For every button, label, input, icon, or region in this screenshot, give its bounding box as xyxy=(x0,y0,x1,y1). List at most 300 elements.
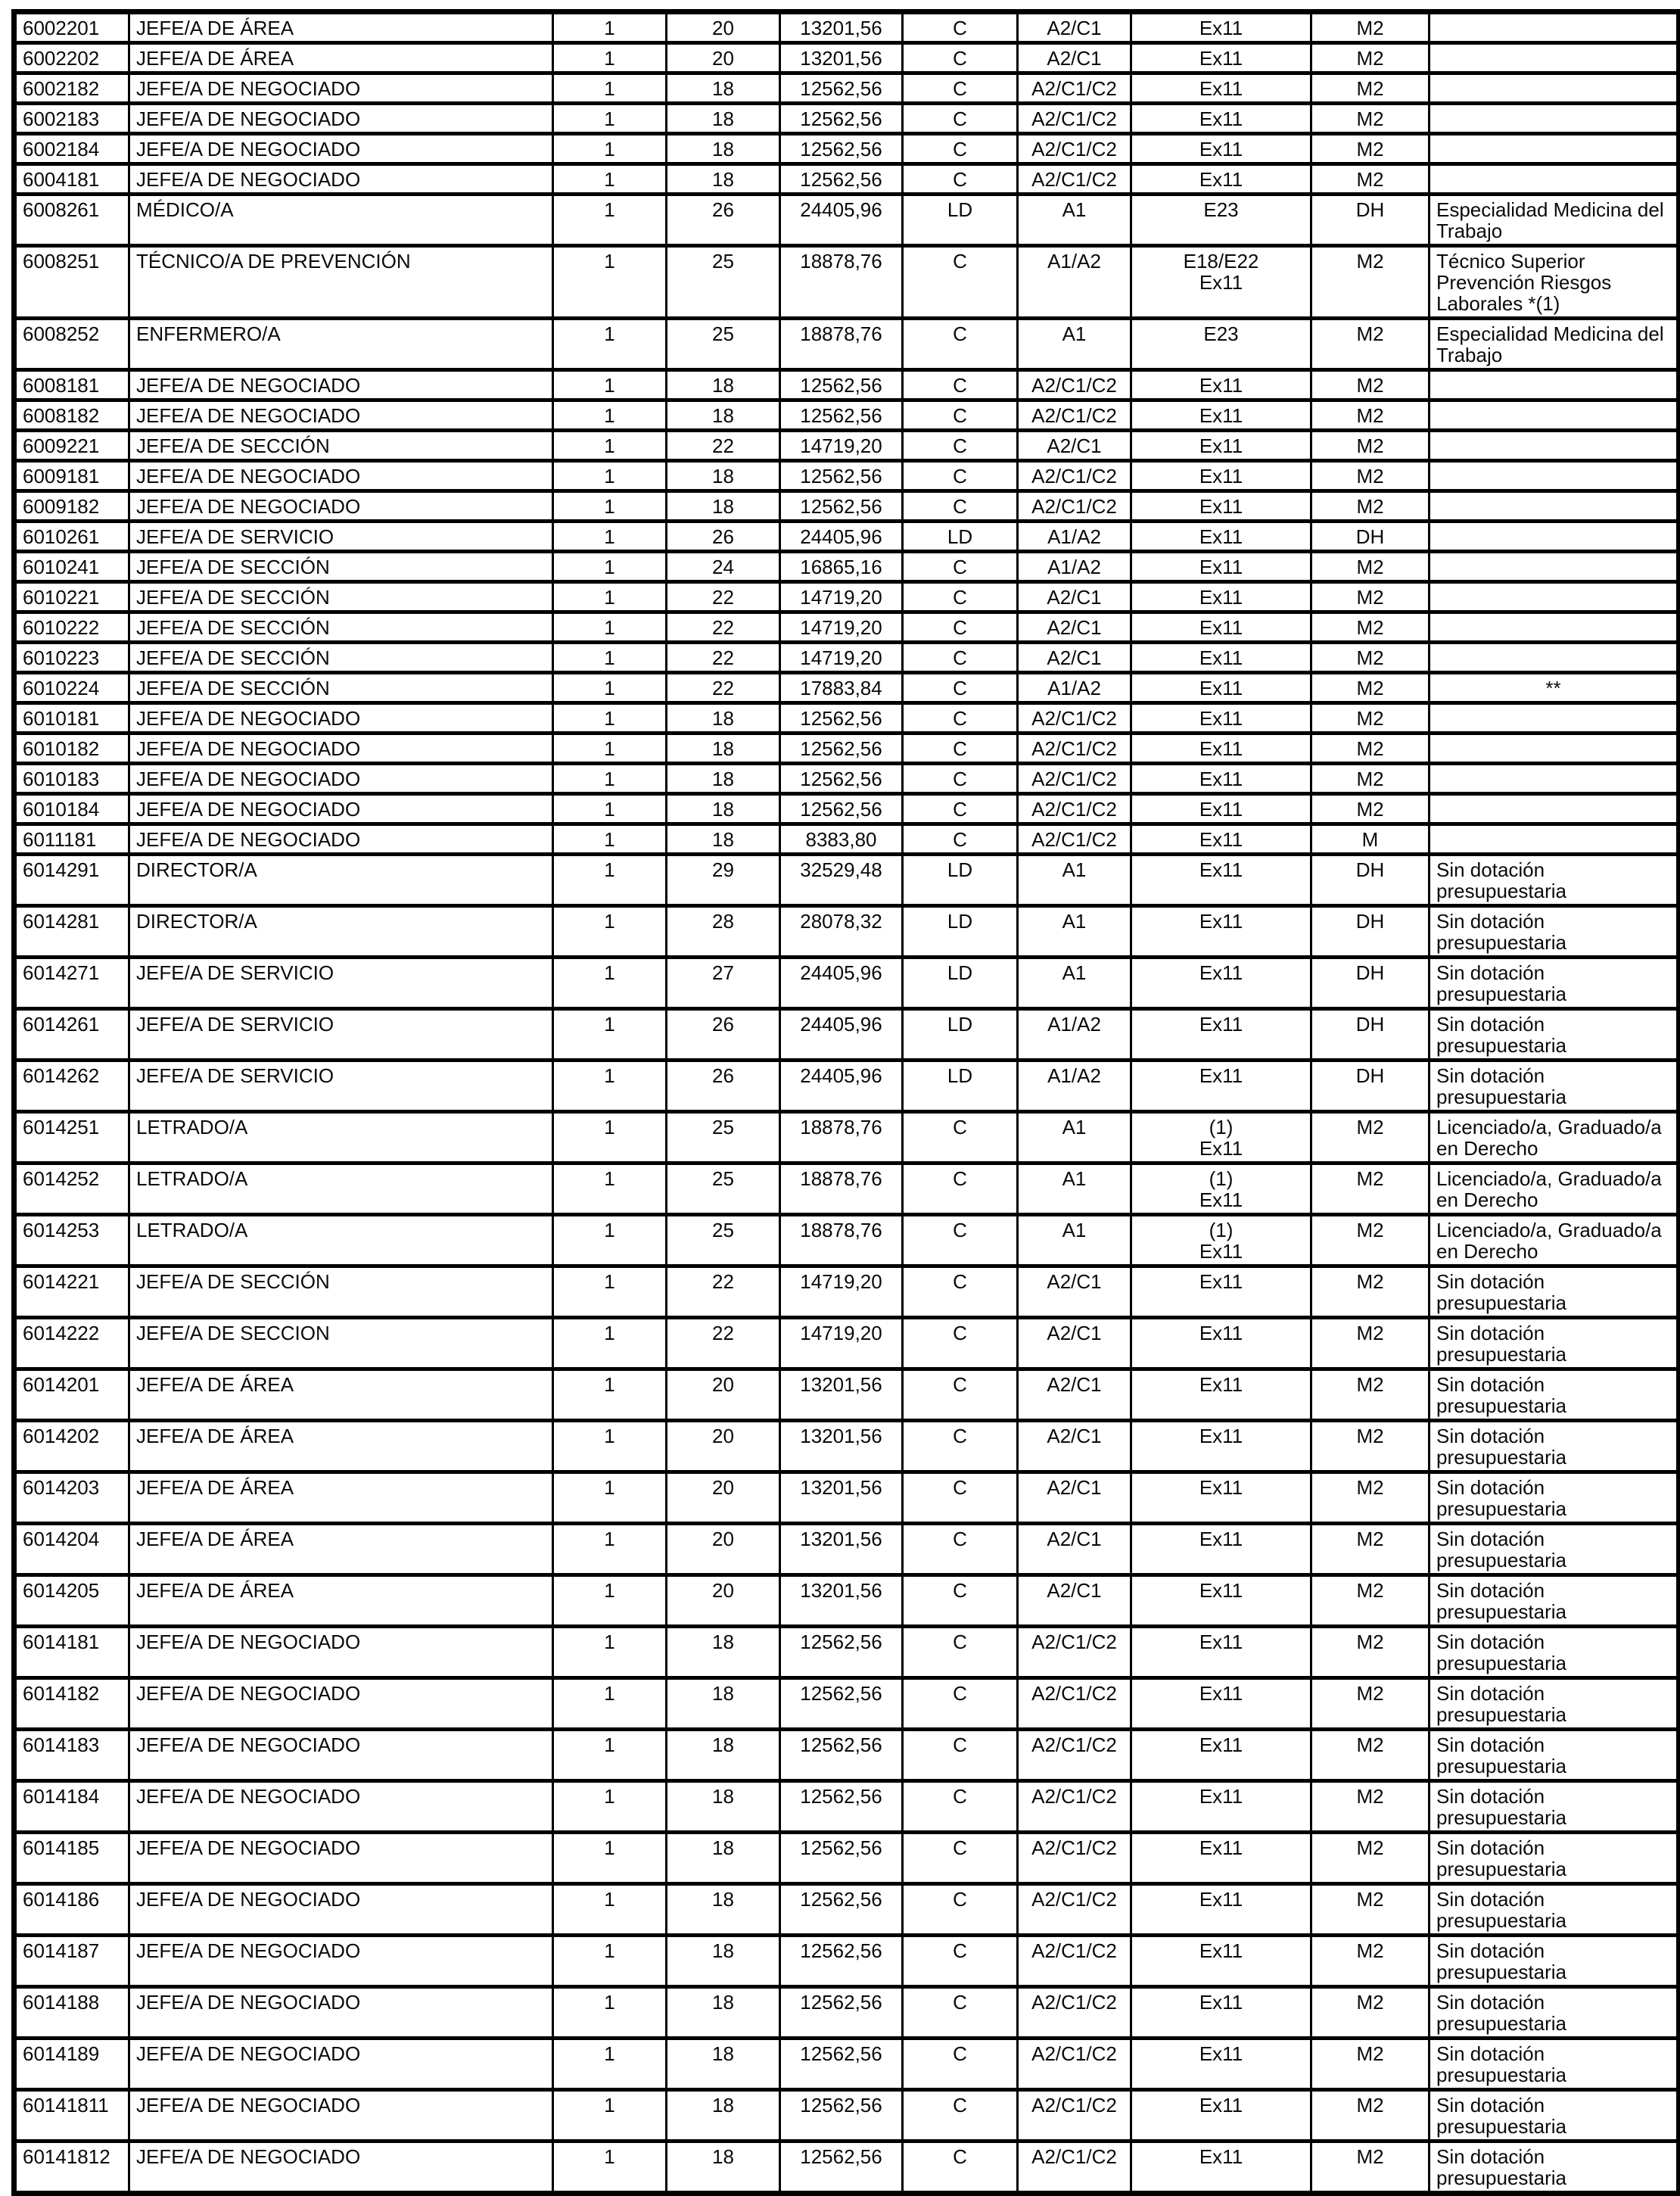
cell-group: A1/A2 xyxy=(1018,673,1131,703)
cell-title: JEFE/A DE ÁREA xyxy=(129,43,553,73)
cell-level: 25 xyxy=(667,1112,780,1163)
cell-scale: Ex11 xyxy=(1131,1936,1311,1987)
cell-group: A2/C1/C2 xyxy=(1018,1678,1131,1730)
cell-group: A2/C1/C2 xyxy=(1018,1987,1131,2039)
cell-obs: Especialidad Medicina del Trabajo xyxy=(1430,195,1679,246)
cell-title: JEFE/A DE NEGOCIADO xyxy=(129,1627,553,1678)
cell-schedule: M2 xyxy=(1311,1318,1430,1369)
cell-group: A2/C1/C2 xyxy=(1018,1627,1131,1678)
cell-code: 6010222 xyxy=(14,612,129,643)
cell-salary: 12562,56 xyxy=(780,2141,903,2194)
table-row xyxy=(14,12,1679,43)
cell-scale: Ex11 xyxy=(1131,164,1311,195)
cell-code: 6014182 xyxy=(14,1678,129,1730)
cell-code: 6014252 xyxy=(14,1163,129,1215)
cell-salary: 18878,76 xyxy=(780,246,903,319)
cell-group: A2/C1 xyxy=(1018,643,1131,673)
table-row xyxy=(14,703,1679,734)
cell-schedule: M2 xyxy=(1311,73,1430,104)
cell-title: JEFE/A DE NEGOCIADO xyxy=(129,2141,553,2194)
cell-obs xyxy=(1430,552,1679,582)
cell-group: A2/C1 xyxy=(1018,43,1131,73)
cell-level: 18 xyxy=(667,491,780,522)
cell-salary: 18878,76 xyxy=(780,1163,903,1215)
cell-provision: C xyxy=(903,134,1018,164)
cell-code: 6008252 xyxy=(14,319,129,370)
cell-count: 1 xyxy=(553,643,667,673)
cell-group: A1 xyxy=(1018,1215,1131,1266)
cell-provision: C xyxy=(903,1936,1018,1987)
cell-count: 1 xyxy=(553,794,667,824)
cell-count: 1 xyxy=(553,1009,667,1061)
cell-scale: Ex11 xyxy=(1131,522,1311,552)
cell-group: A1 xyxy=(1018,906,1131,958)
cell-provision: LD xyxy=(903,1061,1018,1112)
cell-obs: Sin dotación presupuestaria xyxy=(1430,1781,1679,1833)
cell-count: 1 xyxy=(553,104,667,134)
cell-provision: C xyxy=(903,164,1018,195)
cell-obs: ** xyxy=(1430,673,1679,703)
cell-scale: Ex11 xyxy=(1131,643,1311,673)
cell-code: 6014186 xyxy=(14,1884,129,1936)
cell-group: A2/C1/C2 xyxy=(1018,1884,1131,1936)
cell-obs xyxy=(1430,734,1679,764)
cell-schedule: DH xyxy=(1311,1009,1430,1061)
cell-title: JEFE/A DE NEGOCIADO xyxy=(129,794,553,824)
cell-provision: C xyxy=(903,1833,1018,1884)
cell-obs xyxy=(1430,400,1679,431)
cell-group: A1 xyxy=(1018,1112,1131,1163)
cell-title: JEFE/A DE NEGOCIADO xyxy=(129,370,553,400)
cell-title: JEFE/A DE SECCIÓN xyxy=(129,643,553,673)
cell-title: JEFE/A DE NEGOCIADO xyxy=(129,164,553,195)
cell-schedule: M2 xyxy=(1311,673,1430,703)
table-row xyxy=(14,673,1679,703)
cell-code: 6010183 xyxy=(14,764,129,794)
cell-obs: Sin dotación presupuestaria xyxy=(1430,1627,1679,1678)
cell-schedule: M2 xyxy=(1311,1781,1430,1833)
cell-level: 26 xyxy=(667,522,780,552)
cell-scale: Ex11 xyxy=(1131,1266,1311,1318)
cell-count: 1 xyxy=(553,1112,667,1163)
cell-group: A2/C1/C2 xyxy=(1018,461,1131,491)
cell-code: 6014184 xyxy=(14,1781,129,1833)
cell-count: 1 xyxy=(553,2141,667,2194)
cell-salary: 17883,84 xyxy=(780,673,903,703)
cell-code: 6010241 xyxy=(14,552,129,582)
cell-provision: C xyxy=(903,1163,1018,1215)
cell-obs: Licenciado/a, Graduado/a en Derecho xyxy=(1430,1215,1679,1266)
cell-salary: 16865,16 xyxy=(780,552,903,582)
cell-title: JEFE/A DE ÁREA xyxy=(129,1472,553,1524)
table-row xyxy=(14,612,1679,643)
cell-code: 6010223 xyxy=(14,643,129,673)
cell-provision: C xyxy=(903,491,1018,522)
cell-schedule: M2 xyxy=(1311,1369,1430,1421)
cell-provision: C xyxy=(903,370,1018,400)
table-row xyxy=(14,319,1679,370)
cell-count: 1 xyxy=(553,703,667,734)
cell-obs: Sin dotación presupuestaria xyxy=(1430,1266,1679,1318)
table-row xyxy=(14,764,1679,794)
cell-schedule: M2 xyxy=(1311,1987,1430,2039)
cell-provision: LD xyxy=(903,855,1018,906)
cell-provision: C xyxy=(903,1369,1018,1421)
cell-title: LETRADO/A xyxy=(129,1163,553,1215)
cell-schedule: M2 xyxy=(1311,1163,1430,1215)
cell-obs: Sin dotación presupuestaria xyxy=(1430,1061,1679,1112)
table-row xyxy=(14,246,1679,319)
cell-title: JEFE/A DE SERVICIO xyxy=(129,1009,553,1061)
cell-code: 6014251 xyxy=(14,1112,129,1163)
cell-level: 18 xyxy=(667,370,780,400)
table-row xyxy=(14,491,1679,522)
cell-count: 1 xyxy=(553,522,667,552)
cell-scale: Ex11 xyxy=(1131,1369,1311,1421)
cell-group: A2/C1 xyxy=(1018,582,1131,612)
cell-count: 1 xyxy=(553,1472,667,1524)
cell-code: 6009182 xyxy=(14,491,129,522)
cell-title: JEFE/A DE NEGOCIADO xyxy=(129,2090,553,2141)
cell-count: 1 xyxy=(553,1369,667,1421)
table-row xyxy=(14,73,1679,104)
cell-count: 1 xyxy=(553,43,667,73)
cell-scale: Ex11 xyxy=(1131,1524,1311,1575)
rpt-table-body xyxy=(14,12,1679,2194)
cell-count: 1 xyxy=(553,673,667,703)
table-row xyxy=(14,906,1679,958)
cell-group: A2/C1/C2 xyxy=(1018,794,1131,824)
cell-code: 6014189 xyxy=(14,2039,129,2090)
cell-scale: (1) Ex11 xyxy=(1131,1215,1311,1266)
cell-group: A1 xyxy=(1018,319,1131,370)
cell-count: 1 xyxy=(553,1421,667,1472)
cell-scale: Ex11 xyxy=(1131,1061,1311,1112)
cell-salary: 12562,56 xyxy=(780,1987,903,2039)
cell-title: JEFE/A DE SECCION xyxy=(129,1318,553,1369)
cell-provision: C xyxy=(903,1575,1018,1627)
table-row xyxy=(14,1009,1679,1061)
cell-scale: Ex11 xyxy=(1131,1781,1311,1833)
table-row xyxy=(14,1781,1679,1833)
cell-provision: C xyxy=(903,1627,1018,1678)
cell-provision: C xyxy=(903,2090,1018,2141)
cell-salary: 12562,56 xyxy=(780,73,903,104)
cell-schedule: M2 xyxy=(1311,2141,1430,2194)
cell-group: A2/C1 xyxy=(1018,612,1131,643)
cell-provision: C xyxy=(903,1421,1018,1472)
cell-scale: Ex11 xyxy=(1131,794,1311,824)
cell-schedule: M2 xyxy=(1311,104,1430,134)
cell-salary: 12562,56 xyxy=(780,1627,903,1678)
cell-obs xyxy=(1430,43,1679,73)
cell-level: 20 xyxy=(667,1524,780,1575)
cell-group: A2/C1/C2 xyxy=(1018,164,1131,195)
cell-scale: Ex11 xyxy=(1131,73,1311,104)
table-row xyxy=(14,1112,1679,1163)
cell-provision: C xyxy=(903,2039,1018,2090)
cell-schedule: M2 xyxy=(1311,1421,1430,1472)
cell-title: LETRADO/A xyxy=(129,1112,553,1163)
cell-schedule: M2 xyxy=(1311,764,1430,794)
cell-title: LETRADO/A xyxy=(129,1215,553,1266)
cell-group: A2/C1 xyxy=(1018,1575,1131,1627)
cell-scale: Ex11 xyxy=(1131,104,1311,134)
cell-count: 1 xyxy=(553,246,667,319)
table-row xyxy=(14,824,1679,855)
cell-level: 18 xyxy=(667,824,780,855)
cell-code: 6008182 xyxy=(14,400,129,431)
cell-provision: C xyxy=(903,582,1018,612)
cell-code: 6014222 xyxy=(14,1318,129,1369)
table-row xyxy=(14,104,1679,134)
cell-title: JEFE/A DE ÁREA xyxy=(129,1524,553,1575)
cell-scale: Ex11 xyxy=(1131,552,1311,582)
cell-scale: Ex11 xyxy=(1131,1318,1311,1369)
cell-scale: Ex11 xyxy=(1131,134,1311,164)
cell-scale: E23 xyxy=(1131,319,1311,370)
cell-code: 6009181 xyxy=(14,461,129,491)
cell-group: A2/C1 xyxy=(1018,12,1131,43)
cell-level: 18 xyxy=(667,2039,780,2090)
cell-provision: C xyxy=(903,246,1018,319)
cell-scale: Ex11 xyxy=(1131,906,1311,958)
cell-group: A2/C1/C2 xyxy=(1018,491,1131,522)
cell-level: 22 xyxy=(667,673,780,703)
cell-count: 1 xyxy=(553,582,667,612)
cell-salary: 8383,80 xyxy=(780,824,903,855)
cell-scale: Ex11 xyxy=(1131,703,1311,734)
table-row xyxy=(14,734,1679,764)
cell-salary: 12562,56 xyxy=(780,1833,903,1884)
cell-count: 1 xyxy=(553,1318,667,1369)
cell-salary: 24405,96 xyxy=(780,1061,903,1112)
cell-obs xyxy=(1430,794,1679,824)
table-row xyxy=(14,1678,1679,1730)
cell-group: A1/A2 xyxy=(1018,246,1131,319)
cell-count: 1 xyxy=(553,164,667,195)
cell-group: A2/C1 xyxy=(1018,1369,1131,1421)
cell-schedule: M2 xyxy=(1311,1627,1430,1678)
table-row xyxy=(14,2039,1679,2090)
cell-level: 20 xyxy=(667,1421,780,1472)
table-row xyxy=(14,195,1679,246)
cell-level: 25 xyxy=(667,1215,780,1266)
cell-code: 6014181 xyxy=(14,1627,129,1678)
cell-schedule: M2 xyxy=(1311,246,1430,319)
cell-count: 1 xyxy=(553,134,667,164)
cell-provision: C xyxy=(903,43,1018,73)
cell-obs: Especialidad Medicina del Trabajo xyxy=(1430,319,1679,370)
cell-count: 1 xyxy=(553,764,667,794)
cell-count: 1 xyxy=(553,1730,667,1781)
cell-count: 1 xyxy=(553,1575,667,1627)
cell-title: JEFE/A DE NEGOCIADO xyxy=(129,1833,553,1884)
cell-title: JEFE/A DE NEGOCIADO xyxy=(129,1678,553,1730)
table-row xyxy=(14,2141,1679,2194)
cell-obs xyxy=(1430,12,1679,43)
cell-code: 6014281 xyxy=(14,906,129,958)
cell-group: A2/C1/C2 xyxy=(1018,764,1131,794)
cell-scale: Ex11 xyxy=(1131,958,1311,1009)
cell-schedule: M2 xyxy=(1311,400,1430,431)
table-row xyxy=(14,1627,1679,1678)
cell-count: 1 xyxy=(553,195,667,246)
cell-salary: 14719,20 xyxy=(780,643,903,673)
cell-scale: (1) Ex11 xyxy=(1131,1163,1311,1215)
cell-level: 25 xyxy=(667,246,780,319)
cell-provision: LD xyxy=(903,522,1018,552)
cell-provision: LD xyxy=(903,195,1018,246)
cell-code: 6014291 xyxy=(14,855,129,906)
cell-provision: C xyxy=(903,824,1018,855)
cell-salary: 24405,96 xyxy=(780,522,903,552)
cell-group: A2/C1/C2 xyxy=(1018,1936,1131,1987)
cell-level: 18 xyxy=(667,164,780,195)
cell-provision: C xyxy=(903,612,1018,643)
cell-schedule: M2 xyxy=(1311,491,1430,522)
cell-obs: Sin dotación presupuestaria xyxy=(1430,1884,1679,1936)
cell-code: 6010184 xyxy=(14,794,129,824)
cell-schedule: M2 xyxy=(1311,370,1430,400)
cell-provision: C xyxy=(903,1215,1018,1266)
table-row xyxy=(14,370,1679,400)
cell-obs xyxy=(1430,824,1679,855)
cell-provision: C xyxy=(903,1318,1018,1369)
cell-schedule: M2 xyxy=(1311,319,1430,370)
cell-obs xyxy=(1430,73,1679,104)
cell-group: A2/C1/C2 xyxy=(1018,2039,1131,2090)
cell-scale: (1) Ex11 xyxy=(1131,1112,1311,1163)
cell-salary: 12562,56 xyxy=(780,1730,903,1781)
cell-count: 1 xyxy=(553,431,667,461)
cell-level: 18 xyxy=(667,134,780,164)
cell-code: 6002201 xyxy=(14,12,129,43)
cell-scale: Ex11 xyxy=(1131,1833,1311,1884)
cell-provision: LD xyxy=(903,1009,1018,1061)
cell-count: 1 xyxy=(553,734,667,764)
cell-scale: Ex11 xyxy=(1131,400,1311,431)
cell-count: 1 xyxy=(553,552,667,582)
cell-count: 1 xyxy=(553,1627,667,1678)
rpt-table xyxy=(11,9,1680,2196)
cell-salary: 13201,56 xyxy=(780,1369,903,1421)
cell-code: 6002202 xyxy=(14,43,129,73)
cell-salary: 24405,96 xyxy=(780,195,903,246)
cell-level: 18 xyxy=(667,400,780,431)
cell-group: A1/A2 xyxy=(1018,1009,1131,1061)
cell-code: 6010261 xyxy=(14,522,129,552)
cell-scale: Ex11 xyxy=(1131,1472,1311,1524)
cell-schedule: DH xyxy=(1311,522,1430,552)
cell-salary: 12562,56 xyxy=(780,1781,903,1833)
cell-obs: Licenciado/a, Graduado/a en Derecho xyxy=(1430,1163,1679,1215)
cell-scale: Ex11 xyxy=(1131,370,1311,400)
cell-level: 18 xyxy=(667,73,780,104)
cell-title: JEFE/A DE ÁREA xyxy=(129,1575,553,1627)
cell-level: 22 xyxy=(667,643,780,673)
cell-level: 22 xyxy=(667,1318,780,1369)
cell-scale: Ex11 xyxy=(1131,2141,1311,2194)
cell-scale: Ex11 xyxy=(1131,2090,1311,2141)
cell-count: 1 xyxy=(553,1781,667,1833)
cell-provision: C xyxy=(903,104,1018,134)
cell-group: A2/C1/C2 xyxy=(1018,2090,1131,2141)
cell-salary: 12562,56 xyxy=(780,370,903,400)
cell-provision: C xyxy=(903,2141,1018,2194)
cell-schedule: M2 xyxy=(1311,1884,1430,1936)
cell-provision: C xyxy=(903,1112,1018,1163)
cell-count: 1 xyxy=(553,1884,667,1936)
cell-obs xyxy=(1430,764,1679,794)
cell-scale: Ex11 xyxy=(1131,1987,1311,2039)
cell-provision: C xyxy=(903,673,1018,703)
cell-count: 1 xyxy=(553,958,667,1009)
cell-schedule: DH xyxy=(1311,1061,1430,1112)
cell-obs: Sin dotación presupuestaria xyxy=(1430,1318,1679,1369)
cell-obs xyxy=(1430,582,1679,612)
cell-code: 6014262 xyxy=(14,1061,129,1112)
cell-obs: Sin dotación presupuestaria xyxy=(1430,906,1679,958)
cell-obs xyxy=(1430,643,1679,673)
cell-scale: Ex11 xyxy=(1131,734,1311,764)
cell-code: 6002184 xyxy=(14,134,129,164)
cell-count: 1 xyxy=(553,73,667,104)
cell-scale: Ex11 xyxy=(1131,582,1311,612)
cell-title: JEFE/A DE SECCIÓN xyxy=(129,431,553,461)
cell-salary: 12562,56 xyxy=(780,703,903,734)
cell-level: 18 xyxy=(667,1884,780,1936)
table-row xyxy=(14,643,1679,673)
cell-provision: C xyxy=(903,643,1018,673)
cell-scale: Ex11 xyxy=(1131,1009,1311,1061)
cell-level: 18 xyxy=(667,734,780,764)
cell-provision: C xyxy=(903,1266,1018,1318)
cell-salary: 12562,56 xyxy=(780,764,903,794)
cell-level: 26 xyxy=(667,195,780,246)
cell-obs: Sin dotación presupuestaria xyxy=(1430,1678,1679,1730)
cell-group: A2/C1/C2 xyxy=(1018,734,1131,764)
cell-group: A1 xyxy=(1018,855,1131,906)
table-row xyxy=(14,1575,1679,1627)
cell-group: A2/C1/C2 xyxy=(1018,400,1131,431)
table-row xyxy=(14,552,1679,582)
cell-title: JEFE/A DE NEGOCIADO xyxy=(129,134,553,164)
cell-group: A2/C1/C2 xyxy=(1018,134,1131,164)
cell-title: JEFE/A DE NEGOCIADO xyxy=(129,824,553,855)
cell-obs: Sin dotación presupuestaria xyxy=(1430,855,1679,906)
cell-obs: Sin dotación presupuestaria xyxy=(1430,1524,1679,1575)
cell-code: 6008261 xyxy=(14,195,129,246)
cell-title: JEFE/A DE ÁREA xyxy=(129,1421,553,1472)
cell-obs: Sin dotación presupuestaria xyxy=(1430,1936,1679,1987)
cell-scale: Ex11 xyxy=(1131,1421,1311,1472)
cell-obs xyxy=(1430,461,1679,491)
cell-level: 20 xyxy=(667,1369,780,1421)
cell-group: A1/A2 xyxy=(1018,522,1131,552)
cell-group: A2/C1/C2 xyxy=(1018,2141,1131,2194)
cell-code: 6014201 xyxy=(14,1369,129,1421)
cell-level: 18 xyxy=(667,703,780,734)
cell-salary: 32529,48 xyxy=(780,855,903,906)
cell-obs: Sin dotación presupuestaria xyxy=(1430,1009,1679,1061)
cell-count: 1 xyxy=(553,1266,667,1318)
table-row xyxy=(14,461,1679,491)
cell-obs: Sin dotación presupuestaria xyxy=(1430,1730,1679,1781)
cell-group: A1 xyxy=(1018,195,1131,246)
cell-count: 1 xyxy=(553,1163,667,1215)
cell-provision: C xyxy=(903,552,1018,582)
